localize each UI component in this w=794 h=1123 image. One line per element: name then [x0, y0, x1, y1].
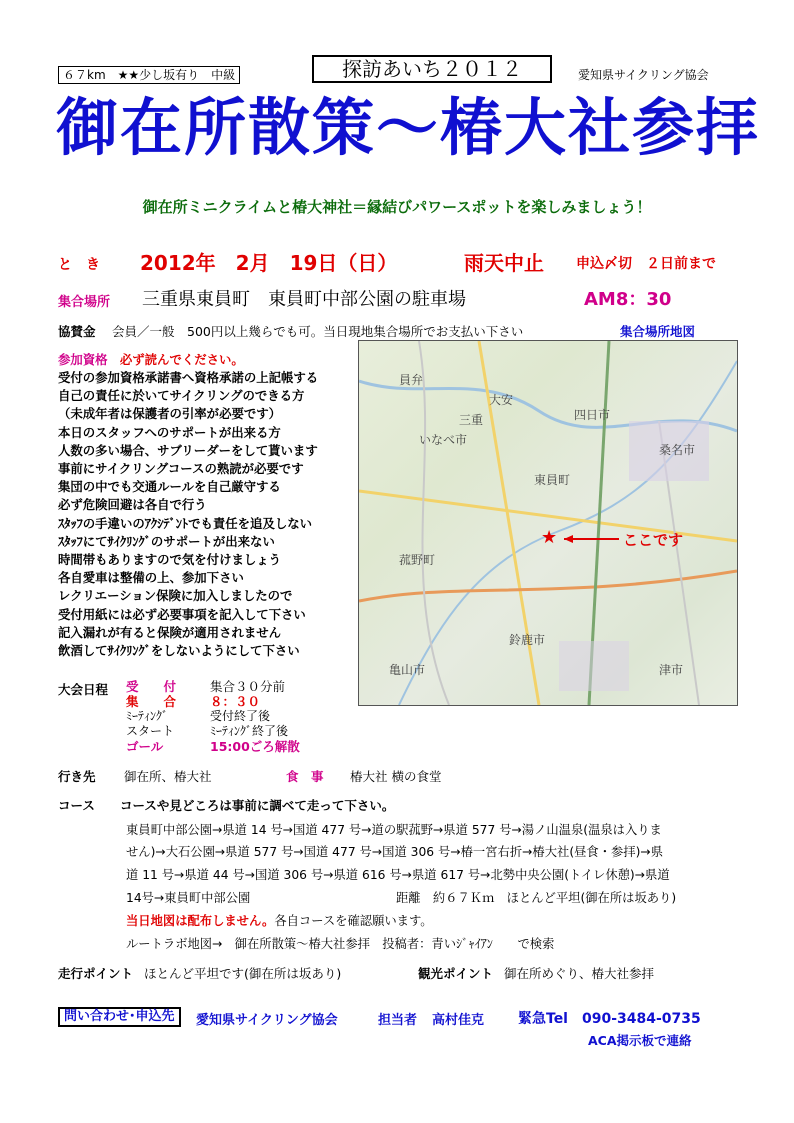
list-item: 各自愛車は整備の上、参加下さい [58, 570, 244, 586]
list-item: ｽﾀｯﾌにてｻｲｸﾘﾝｸﾞのサポートが出来ない [58, 533, 275, 549]
fee-text: 会員／一般 500円以上幾らでも可。当日現地集合場所でお支払い下さい [112, 324, 524, 339]
schedule-time: ８：３０ [210, 694, 261, 709]
map-place: 鈴鹿市 [509, 633, 546, 647]
list-item: 集団の中でも交通ルールを自己厳守する [58, 479, 281, 495]
when-label: と き [58, 257, 100, 273]
schedule-time: 集合３０分前 [210, 679, 286, 694]
meeting-label: 集合場所 [58, 295, 111, 310]
schedule-time: 15:00ごろ解散 [210, 739, 300, 754]
destination-label: 行き先 [58, 769, 96, 784]
ride-point-label: 走行ポイント [58, 966, 134, 981]
course-note [126, 911, 433, 929]
schedule-item: ﾐｰﾃｨﾝｸﾞ [126, 709, 169, 723]
schedule-item: 受 付 [126, 679, 177, 694]
map-place: いなべ市 [419, 433, 468, 447]
schedule-time: ﾐｰﾃｨﾝｸﾞ終了後 [210, 724, 289, 738]
map-place: 四日市 [574, 408, 611, 422]
course-label: コース [58, 798, 95, 813]
destination-text: 御在所、椿大社 [124, 769, 212, 784]
meeting-map[interactable] [358, 340, 738, 706]
map-place: 津市 [659, 663, 684, 677]
course-distance: 距離 約６７Ｋｍ ほとんど平坦(御在所は坂あり) [396, 891, 677, 905]
course-line: せん)→大石公園→県道 577 号→国道 477 号→国道 306 号→椿一宮右折→椿大社(昼食・参拝)→県 [126, 845, 663, 859]
ride-point: ほとんど平坦です(御在所は坂あり) [144, 966, 342, 981]
contact-label: 問い合わせ･申込先 [58, 1007, 181, 1027]
list-item: 本日のスタッフへのサポートが出来る方 [58, 424, 281, 440]
board-note: ACA掲示板で連絡 [588, 1033, 692, 1048]
requirements-must: 必ず読んでください。 [119, 352, 244, 367]
course-intro: コースや見どころは事前に調べて走って下さい。 [120, 798, 395, 813]
table-row [126, 722, 300, 737]
requirements-label: 参加資格 [58, 352, 108, 367]
course-line: 道 11 号→県道 44 号→国道 306 号→県道 616 号→県道 617 号→北勢中央公園(トイレ休憩)→県道 [126, 868, 670, 882]
meeting-place: 三重県東員町 東員町中部公園の駐車場 [142, 289, 466, 310]
schedule-item: 集 合 [126, 694, 177, 709]
requirements-heading [58, 350, 244, 368]
schedule-item: スタート [126, 724, 175, 738]
map-place: 東員町 [534, 473, 571, 487]
table-row [126, 677, 300, 692]
deadline: 申込〆切 ２日前まで [576, 256, 716, 272]
meal-label: 食 事 [286, 769, 324, 784]
page-title: 御在所散策～椿大社参拝 [56, 91, 761, 164]
routelab-note: ルートラボ地図→ 御在所散策～椿大社参拝 投稿者：青いｼﾞｬｲｱﾝ で検索 [126, 937, 555, 951]
here-label: ここです [623, 531, 684, 549]
list-item: 人数の多い場合、サブリーダーをして貰います [58, 442, 318, 458]
contact-person: 高村佳克 [432, 1013, 485, 1028]
contact-org: 愛知県サイクリング協会 [196, 1013, 338, 1028]
list-item: 自己の責任に於いてサイクリングのできる方 [58, 388, 305, 404]
map-place: 三重 [459, 413, 484, 427]
schedule-time: 受付終了後 [210, 709, 271, 723]
map-place: 桑名市 [659, 443, 696, 457]
emergency-phone[interactable]: 緊急Tel 090-3484-0735 [518, 1011, 701, 1027]
list-item: （未成年者は保護者の引率が必要です） [58, 406, 282, 422]
schedule-label: 大会日程 [58, 682, 109, 697]
list-item: 記入漏れが有ると保険が適用されません [58, 624, 282, 640]
map-place: 大安 [489, 393, 514, 407]
list-item: 飲酒してｻｲｸﾘﾝｸﾞをしないようにして下さい [58, 643, 300, 659]
subtitle: 御在所ミニクライムと椿大神社＝縁結びパワースポットを楽しみましょう！ [142, 198, 652, 216]
grade-badge: ６７km ★★少し坂有り 中級 [58, 66, 240, 84]
sight-point-label: 観光ポイント [418, 966, 494, 981]
sight-point: 御在所めぐり、椿大社参拝 [504, 966, 655, 981]
list-item: 事前にサイクリングコースの熟読が必要です [58, 461, 304, 477]
schedule-item: ゴール [126, 739, 164, 754]
table-row [126, 707, 300, 722]
list-item: 受付の参加資格承諾書へ資格承諾の上記帳する [58, 370, 319, 385]
event-date: 2012年 2月 19日（日） [140, 251, 398, 275]
list-item: 時間帯もありますので気を付けましょう [58, 552, 282, 568]
map-place: 菰野町 [399, 553, 436, 567]
series-box: 探訪あいち２０１２ [312, 55, 552, 83]
table-row [126, 737, 300, 752]
organizer-name: 愛知県サイクリング協会 [578, 68, 709, 82]
course-line: 14号→東員町中部公園 [126, 891, 251, 905]
fee-label: 協賛金 [58, 324, 96, 339]
meal-text: 椿大社 横の食堂 [350, 769, 442, 784]
map-place: 亀山市 [389, 663, 426, 677]
confirm-note: 各自コースを確認願います。 [274, 914, 433, 928]
list-item: 受付用紙には必ず必要事項を記入して下さい [58, 606, 306, 622]
list-item: 必ず危険回避は各自で行う [58, 497, 207, 513]
rain-cancel: 雨天中止 [464, 251, 544, 275]
contact-person-label: 担当者 [378, 1013, 418, 1028]
meeting-time: AM8：30 [584, 289, 672, 310]
list-item: ｽﾀｯﾌの手違いのｱｸｼﾃﾞﾝﾄでも責任を追及しない [58, 515, 313, 531]
list-item: レクリエーション保険に加入しましたので [58, 588, 293, 604]
table-row [126, 692, 300, 707]
map-link[interactable]: 集合場所地図 [620, 324, 696, 339]
course-line: 東員町中部公園→県道 14 号→国道 477 号→道の駅菰野→県道 577 号→湯ノ山温泉(温泉は入りま [126, 823, 662, 837]
requirements-list [58, 369, 318, 660]
no-map-note: 当日地図は配布しません。 [126, 914, 275, 928]
map-place: 員弁 [399, 373, 424, 387]
schedule-table [126, 677, 300, 752]
map-graphic [359, 341, 737, 705]
star-icon: ★ [541, 527, 558, 548]
